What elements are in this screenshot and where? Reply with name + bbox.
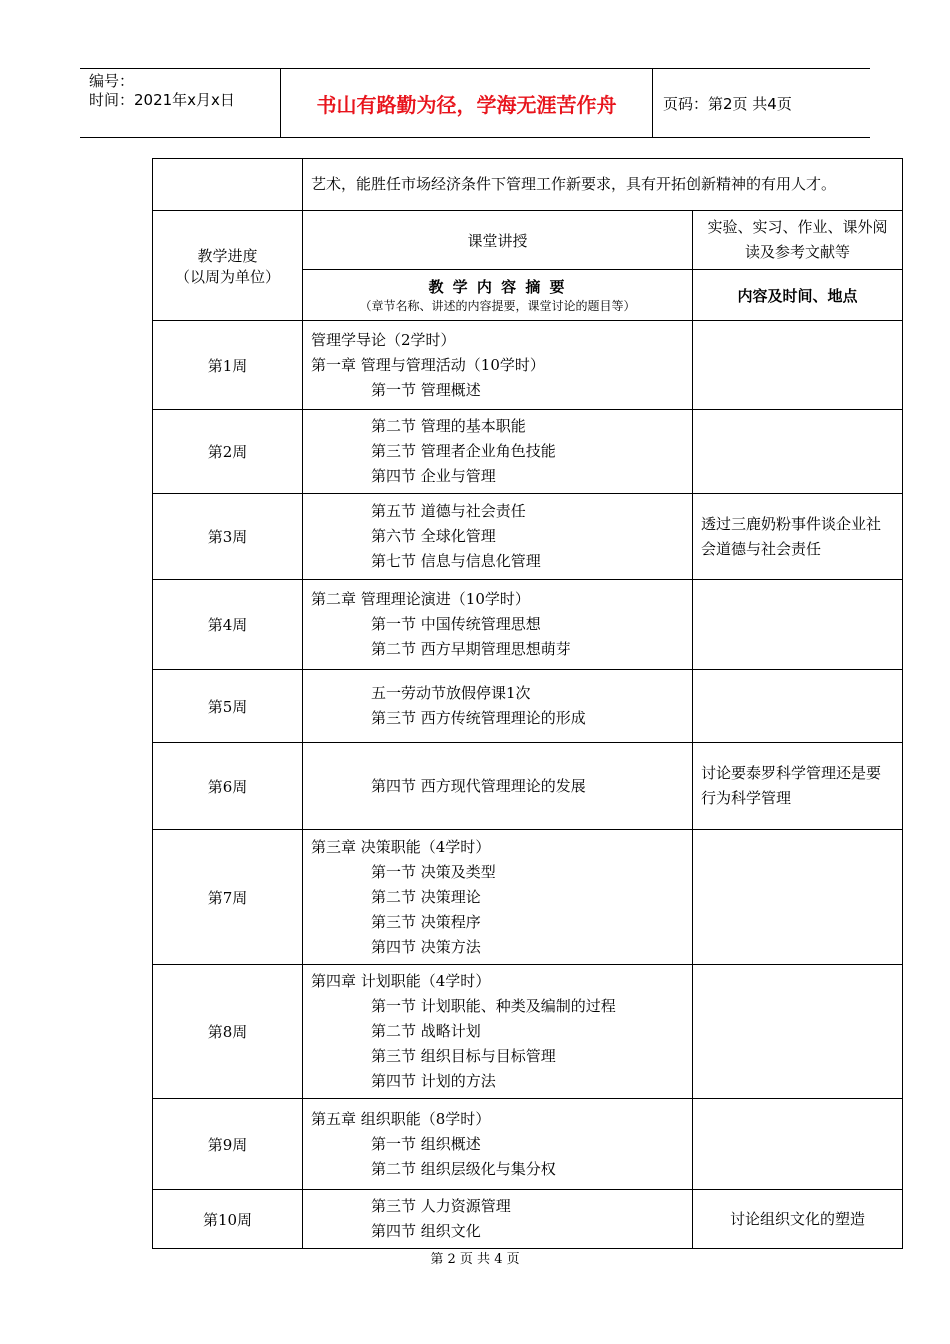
content-line: 第三节 决策程序 bbox=[371, 912, 481, 931]
content-cell bbox=[303, 743, 693, 830]
progress-label: 教学进度 bbox=[197, 246, 258, 265]
content-line: 管理学导论（2学时） bbox=[311, 330, 456, 349]
content-line: 第三节 西方传统管理理论的形成 bbox=[371, 709, 586, 727]
week-cell: 第1周 bbox=[153, 321, 303, 410]
content-cell bbox=[303, 580, 693, 670]
week-cell: 第2周 bbox=[153, 410, 303, 494]
content-line: 第二章 管理理论演进（10学时） bbox=[311, 590, 530, 608]
content-line: 第二节 西方早期管理思想萌芽 bbox=[371, 640, 571, 658]
header-motto: 书山有路勤为径，学海无涯苦作舟 bbox=[281, 69, 653, 137]
week-cell: 第3周 bbox=[153, 494, 303, 580]
summary-header bbox=[303, 270, 693, 321]
week-cell: 第5周 bbox=[153, 670, 303, 743]
content-line: 第四节 组织文化 bbox=[371, 1222, 481, 1240]
table-row bbox=[153, 830, 903, 965]
content-cell bbox=[303, 670, 693, 743]
note-cell: 讨论组织文化的塑造 bbox=[693, 1190, 903, 1249]
content-line: 五一劳动节放假停课1次 bbox=[371, 684, 531, 702]
week-cell: 第8周 bbox=[153, 965, 303, 1099]
time-place-header: 内容及时间、地点 bbox=[693, 270, 903, 321]
content-line: 第一节 中国传统管理思想 bbox=[371, 615, 541, 633]
note-cell bbox=[693, 670, 903, 743]
header-meta bbox=[80, 69, 281, 137]
content-line: 第一节 组织概述 bbox=[371, 1134, 481, 1153]
content-line: 第三章 决策职能（4学时） bbox=[311, 837, 491, 856]
content-line: 第七节 信息与信息化管理 bbox=[371, 552, 541, 570]
content-line: 第三节 人力资源管理 bbox=[371, 1197, 511, 1215]
lecture-header: 课堂讲授 bbox=[303, 211, 693, 270]
note-cell bbox=[693, 321, 903, 410]
time-label: 时间：2021年x月x日 bbox=[89, 91, 235, 109]
week-cell: 第4周 bbox=[153, 580, 303, 670]
table-row bbox=[153, 1190, 903, 1249]
content-line: 第一节 决策及类型 bbox=[371, 862, 496, 881]
code-label: 编号： bbox=[89, 72, 135, 90]
content-line: 第四章 计划职能（4学时） bbox=[311, 972, 491, 990]
content-line: 第一章 管理与管理活动（10学时） bbox=[311, 355, 545, 374]
table-row bbox=[153, 670, 903, 743]
week-cell: 第7周 bbox=[153, 830, 303, 965]
page-footer: 第 2 页 共 4 页 bbox=[430, 1252, 520, 1267]
progress-unit: （以周为单位） bbox=[174, 267, 280, 286]
content-line: 第三节 组织目标与目标管理 bbox=[371, 1047, 556, 1065]
table-row bbox=[153, 1099, 903, 1190]
content-line: 第四节 决策方法 bbox=[371, 937, 481, 956]
content-line: 第五节 道德与社会责任 bbox=[371, 502, 526, 520]
content-line: 第六节 全球化管理 bbox=[371, 527, 496, 545]
header-page-number: 页码：第2页 共4页 bbox=[663, 94, 792, 113]
intro-text: 艺术，能胜任市场经济条件下管理工作新要求，具有开拓创新精神的有用人才。 bbox=[303, 159, 903, 211]
content-line: 第二节 战略计划 bbox=[371, 1022, 481, 1040]
note-cell bbox=[693, 965, 903, 1099]
content-line: 第一节 计划职能、种类及编制的过程 bbox=[371, 997, 616, 1015]
content-line: 第五章 组织职能（8学时） bbox=[311, 1109, 491, 1128]
note-cell: 讨论要泰罗科学管理还是要行为科学管理 bbox=[693, 743, 903, 830]
summary-note: （章节名称、讲述的内容提要，课堂讨论的题目等） bbox=[359, 299, 636, 313]
content-line: 第四节 计划的方法 bbox=[371, 1072, 496, 1090]
table-row bbox=[153, 494, 903, 580]
content-cell bbox=[303, 321, 693, 410]
table-row bbox=[153, 580, 903, 670]
progress-header bbox=[153, 211, 303, 321]
content-line: 第一节 管理概述 bbox=[371, 380, 481, 399]
content-line: 第二节 管理的基本职能 bbox=[371, 417, 526, 435]
page-header bbox=[80, 68, 870, 138]
table-row bbox=[153, 743, 903, 830]
content-line: 第四节 企业与管理 bbox=[371, 467, 496, 485]
content-cell bbox=[303, 1099, 693, 1190]
week-cell: 第9周 bbox=[153, 1099, 303, 1190]
note-cell bbox=[693, 410, 903, 494]
table-row bbox=[153, 410, 903, 494]
note-cell bbox=[693, 580, 903, 670]
summary-title: 教 学 内 容 摘 要 bbox=[428, 278, 567, 296]
syllabus-table bbox=[152, 158, 903, 1249]
week-cell: 第10周 bbox=[153, 1190, 303, 1249]
content-cell bbox=[303, 965, 693, 1099]
practice-header: 实验、实习、作业、课外阅读及参考文献等 bbox=[693, 211, 903, 270]
content-cell bbox=[303, 410, 693, 494]
content-line: 第二节 组织层级化与集分权 bbox=[371, 1159, 556, 1178]
note-cell bbox=[693, 830, 903, 965]
content-line: 第三节 管理者企业角色技能 bbox=[371, 442, 556, 460]
note-cell: 透过三鹿奶粉事件谈企业社会道德与社会责任 bbox=[693, 494, 903, 580]
intro-row bbox=[153, 159, 903, 211]
table-row bbox=[153, 965, 903, 1099]
content-cell bbox=[303, 494, 693, 580]
table-row bbox=[153, 321, 903, 410]
header-row-1 bbox=[153, 211, 903, 270]
content-line: 第四节 西方现代管理理论的发展 bbox=[371, 776, 586, 795]
content-line: 第二节 决策理论 bbox=[371, 887, 481, 906]
week-cell: 第6周 bbox=[153, 743, 303, 830]
note-cell bbox=[693, 1099, 903, 1190]
content-cell bbox=[303, 830, 693, 965]
content-cell bbox=[303, 1190, 693, 1249]
